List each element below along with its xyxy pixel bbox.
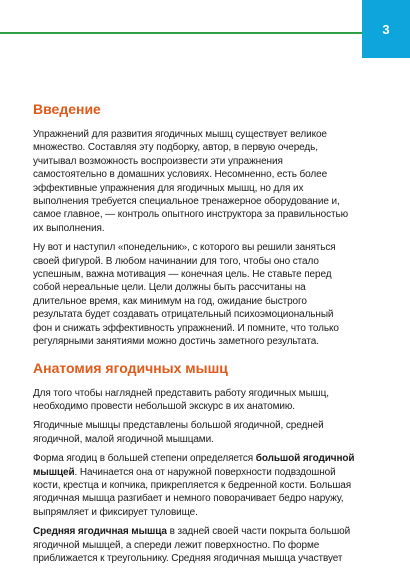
- header-rule: [0, 32, 362, 34]
- section-title-anatomy: Анатомия ягодичных мышц: [33, 359, 228, 376]
- anatomy-paragraph-2: Ягодичные мышцы представлены большой ягодичной, средней ягодичной, малой ягодичной мышцами.: [33, 420, 324, 445]
- intro-paragraph-2: Ну вот и наступил «понедельник», с которого вы решили заняться своей фигурой. В любом начинании для того, чтобы оно стало успешным, важна мотивация — конечная цель. Не ставьте перед собой нереальные цели. Цели должны быть рассчитаны на длительное время, как минимум на год, ожидание быстрого результата будет создавать отрицательный психоэмоциональный фон и снижать эффективность упражнений. И помните, что только регулярными занятиями можно достичь заметного результата.: [33, 242, 339, 348]
- page-number-tab: [362, 0, 410, 58]
- page-number: 3: [382, 21, 390, 37]
- term-gluteus-maximus: большой ягодичной мышцей: [33, 453, 355, 478]
- anatomy-paragraph-4: [33, 525, 355, 565]
- section-title-intro: Введение: [33, 101, 101, 117]
- anatomy-p3-text-start: Форма ягодиц в большей степени определяется: [33, 453, 256, 465]
- anatomy-paragraph-3: [33, 452, 355, 519]
- intro-paragraph-1: Упражнений для развития ягодичных мышц существует великое множество. Составляя эту подборку, автор, в первую очередь, учитывал возможность воспроизвести эти упражнения самостоятельно в домашних условиях. Несомненно, есть более эффективные упражнения для ягодичных мышц, но для их выполнения требуется специальное тренажерное оборудование и, самое главное, — контроль опытного инструктора за правильностью их выполнения.: [33, 129, 348, 234]
- anatomy-p3-text-end: . Начинается она от наружной поверхности подвздошной кости, крестца и копчика, прикрепляется к бедренной кости. Большая ягодичная мышца разгибает и немного поворачивает бедро наружу, выпрямляет и фиксирует туловище.: [33, 466, 352, 518]
- term-gluteus-medius: Средняя ягодичная мышца: [33, 526, 167, 538]
- anatomy-paragraph-1: Для того чтобы наглядней представить работу ягодичных мышц, необходимо провести небольшой экскурс в их анатомию.: [33, 387, 329, 412]
- page-content: [33, 100, 355, 571]
- anatomy-p4-text: в задней своей части покрыта большой ягодичной мышцей, а спереди лежит поверхностно. По форме приближается к треугольнику. Средняя ягодичная мышца участвует: [33, 526, 351, 564]
